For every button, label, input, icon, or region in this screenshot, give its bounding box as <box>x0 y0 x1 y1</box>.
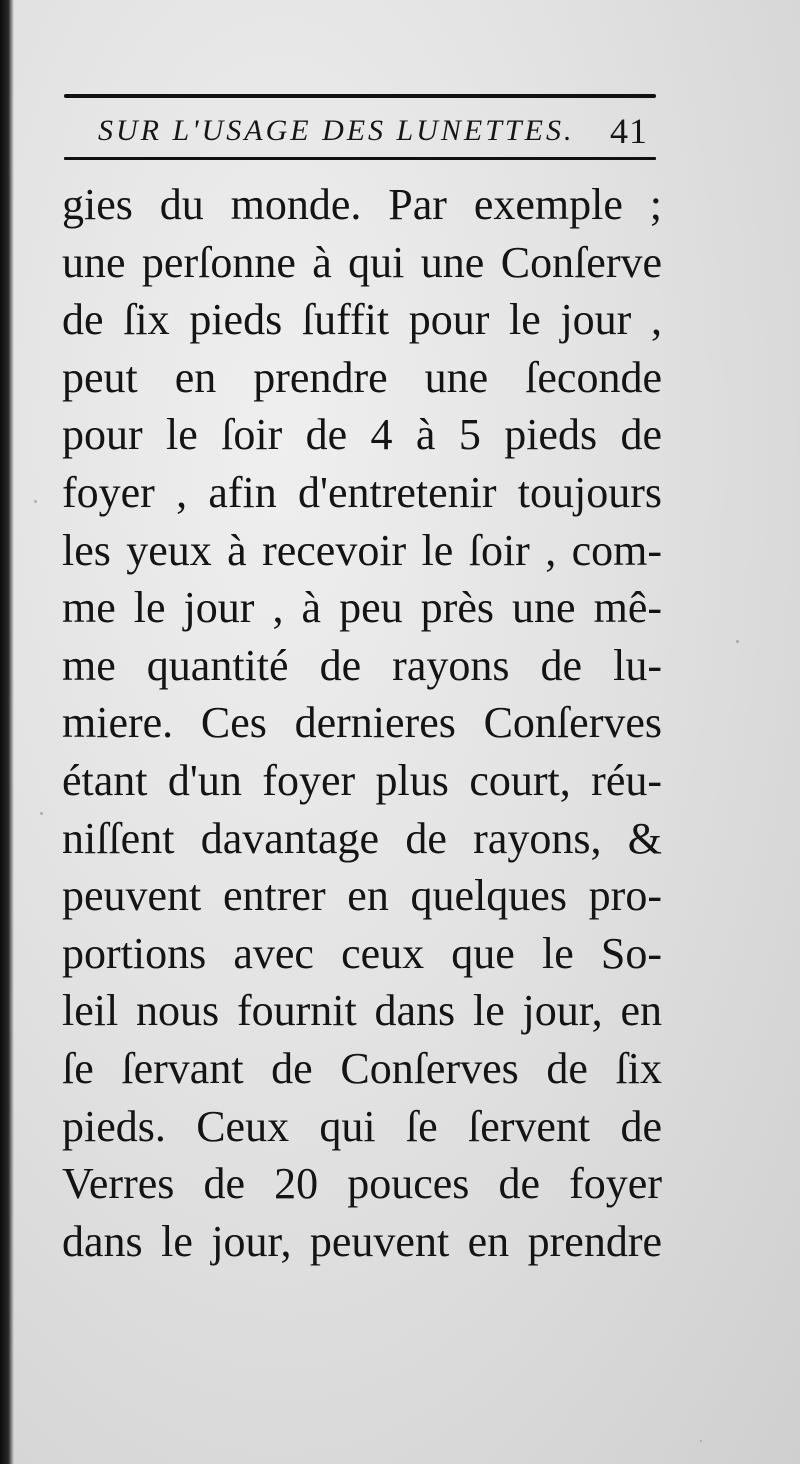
text-line: dans le jour, peuvent en prendre <box>62 1216 662 1266</box>
text-line: foyer , afin d'entretenir toujours <box>62 467 662 517</box>
running-head <box>98 110 658 156</box>
text-line: ſe ſervant de Conſerves de ſix <box>62 1043 662 1093</box>
text-line: les yeux à recevoir le ſoir , com- <box>62 525 662 575</box>
text-line: leil nous fournit dans le jour, en <box>62 986 662 1036</box>
text-line: Verres de 20 pouces de foyer <box>62 1159 662 1209</box>
body-text <box>62 176 662 1270</box>
paper-speck <box>34 500 37 503</box>
text-line: pour le ſoir de 4 à 5 pieds de <box>62 410 662 460</box>
text-line: miere. Ces dernieres Conſerves <box>62 698 662 748</box>
text-line: portions avec ceux que le So- <box>62 928 662 978</box>
header-rule-top <box>64 94 656 98</box>
text-line: une perſonne à qui une Conſerve <box>62 237 662 287</box>
text-line: niſſent davantage de rayons, & <box>62 813 662 863</box>
page-number: 41 <box>610 111 648 151</box>
header-rule-bottom <box>64 157 656 160</box>
text-line: peut en prendre une ſeconde <box>62 352 662 402</box>
text-line: pieds. Ceux qui ſe ſervent de <box>62 1101 662 1151</box>
paper-speck <box>736 640 739 643</box>
page-gutter-shadow <box>0 0 14 1464</box>
paper-speck <box>700 1440 702 1442</box>
text-line: me quantité de rayons de lu- <box>62 640 662 690</box>
text-line: de ſix pieds ſuffit pour le jour , <box>62 295 662 345</box>
text-line: peuvent entrer en quelques pro- <box>62 871 662 921</box>
text-line: étant d'un foyer plus court, réu- <box>62 755 662 805</box>
text-line: gies du monde. Par exemple ; <box>62 180 662 229</box>
text-line: me le jour , à peu près une mê- <box>62 583 662 633</box>
paper-speck <box>40 812 43 815</box>
running-head-title: SUR L'USAGE DES LUNETTES. <box>98 114 575 147</box>
